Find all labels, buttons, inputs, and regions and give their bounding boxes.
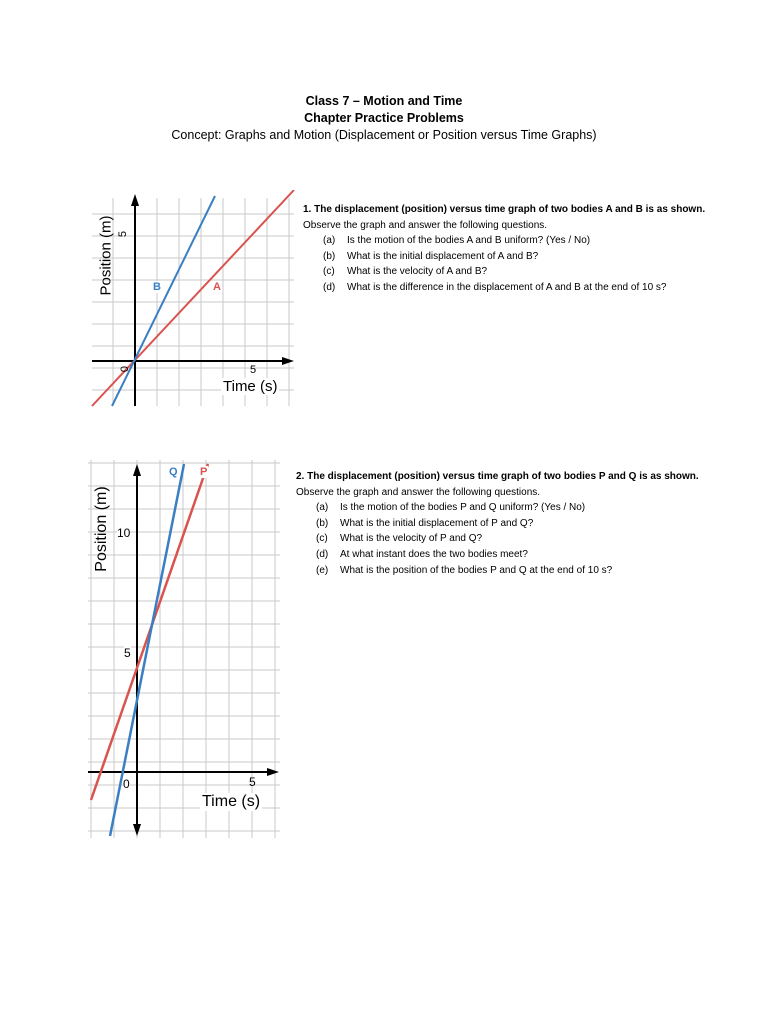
problem-1 [303,202,753,296]
graph-1-ylabel: Position (m) [97,215,115,296]
question-text: What is the initial displacement of P and Q? [340,517,534,529]
graph-1-svg [88,190,300,410]
graph-1-origin: 0 [119,365,132,373]
question-item [323,280,753,296]
graph-2-label-q: Q [169,466,178,478]
graph-1-label-b: B [153,281,161,293]
question-item [323,249,753,265]
problem-2-title: 2. The displacement (position) versus time graph of two bodies P and Q is as shown. [296,471,699,482]
graph-2-xtick: 5 [249,775,256,789]
graph-1 [88,190,300,410]
graph-1-y-arrow [131,194,139,206]
class-title: Class 7 – Motion and Time [305,94,463,108]
question-text: What is the difference in the displacement of A and B at the end of 10 s? [347,281,667,293]
graph-2-x-arrow [267,768,279,776]
problem-1-title: 1. The displacement (position) versus time graph of two bodies A and B is as shown. [303,204,706,215]
problem-1-questions [303,233,753,295]
concept-title: Concept: Graphs and Motion (Displacement or Position versus Time Graphs) [171,128,597,142]
graph-1-line-a [92,190,294,406]
question-marker: (b) [316,517,329,529]
question-text: What is the initial displacement of A and B? [347,250,539,262]
graph-2-label-p: P [200,466,208,478]
question-marker: (d) [323,281,336,293]
graph-2-origin: 0 [123,777,130,791]
graph-2-axes [88,474,268,824]
question-marker: (a) [323,235,336,247]
question-marker: (e) [316,564,329,576]
chapter-title: Chapter Practice Problems [304,111,464,125]
graph-2 [88,460,284,838]
question-item [316,563,756,579]
graph-2-line-q [110,464,184,836]
question-text: Is the motion of the bodies P and Q uniform? (Yes / No) [340,502,586,514]
graph-1-xtick: 5 [250,364,257,376]
question-marker: (c) [316,533,328,545]
problem-2-questions [296,500,756,578]
graph-2-y-arrow [133,464,141,476]
graph-2-ytick-10: 10 [117,526,131,540]
graph-1-line-b [112,196,215,406]
question-text: What is the velocity of P and Q? [340,533,483,545]
graph-2-ylabel: Position (m) [93,486,110,572]
question-text: What is the velocity of A and B? [347,266,488,278]
problem-2-intro: Observe the graph and answer the following questions. [296,486,541,498]
graph-1-ytick: 5 [117,230,130,238]
question-marker: (b) [323,250,336,262]
question-text: Is the motion of the bodies A and B uniform? (Yes / No) [347,235,591,247]
graph-2-ytick-5: 5 [124,646,131,660]
question-marker: (c) [323,266,335,278]
graph-2-y-arrow-down [133,824,141,836]
question-text: At what instant does the two bodies meet? [340,548,528,560]
question-text: What is the position of the bodies P and Q at the end of 10 s? [340,564,613,576]
graph-1-xlabel: Time (s) [223,378,278,395]
question-item [316,547,756,563]
problem-2 [296,469,756,578]
question-marker: (a) [316,502,329,514]
question-marker: (d) [316,548,329,560]
question-item [323,264,753,280]
question-item [316,500,756,516]
graph-1-label-a: A [213,281,221,293]
question-item [316,531,756,547]
question-item [316,516,756,532]
problem-1-intro: Observe the graph and answer the following questions. [303,219,548,231]
graph-2-xlabel: Time (s) [202,793,261,810]
question-item [323,233,753,249]
graph-1-x-arrow [282,357,294,365]
page-header [0,93,768,144]
